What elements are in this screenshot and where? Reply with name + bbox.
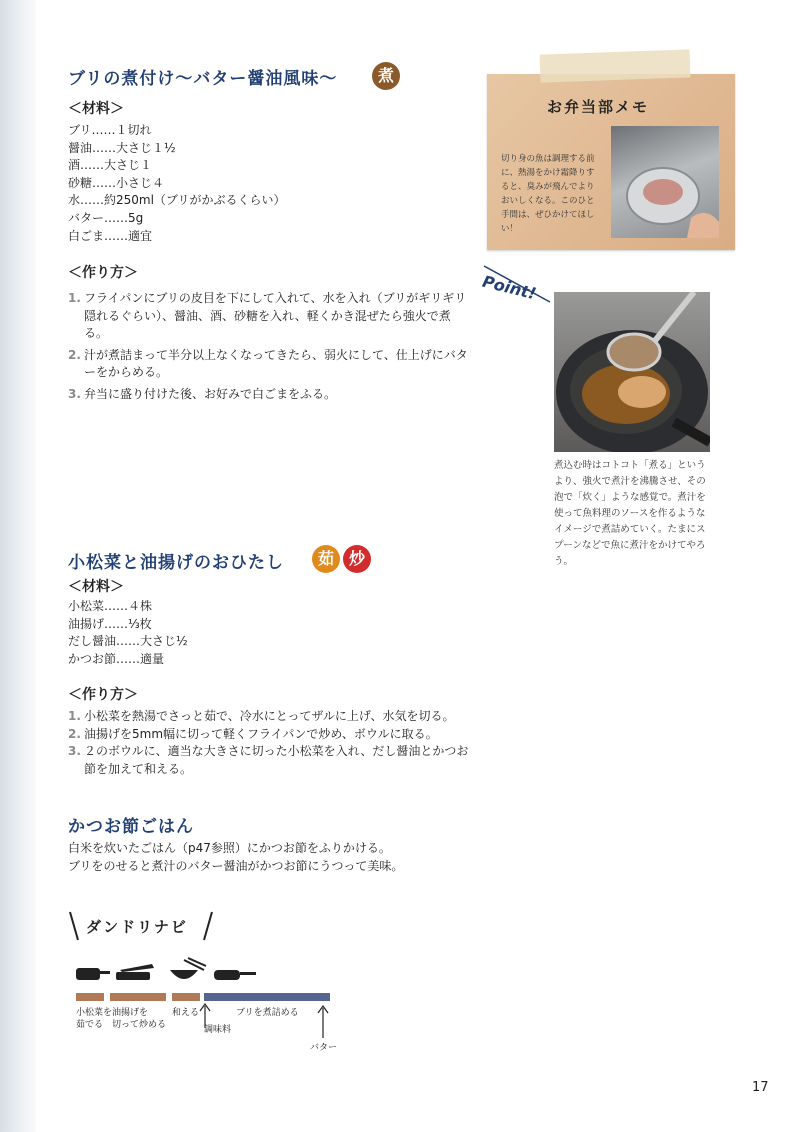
recipe2-ingredients-heading: ＜材料＞ <box>68 579 124 595</box>
label-butter: バター <box>310 1043 338 1053</box>
point-label: Point! <box>480 271 539 304</box>
step-number: 3. <box>68 744 81 759</box>
step-item <box>68 290 473 343</box>
label-chomiryo: 調味料 <box>204 1025 232 1035</box>
step-number: 2. <box>68 347 81 362</box>
recipe1-method-heading: ＜作り方＞ <box>68 265 138 281</box>
step-number: 1. <box>68 291 81 305</box>
timeline-bar-aburaage <box>110 993 166 1001</box>
label-komatsuna <box>76 1007 112 1031</box>
step-text: ２のボウルに、適当な大きさに切った小松菜を入れ、だし醤油とかつお節を加えて和える。 <box>84 744 469 776</box>
timeline-bar-aeru <box>172 993 200 1001</box>
ingredient-item: ブリ……１切れ <box>68 123 152 137</box>
label-line: 油揚げを <box>112 1008 149 1018</box>
bowl-with-fish-icon <box>611 126 719 238</box>
simmer-stamp-icon: 煮 <box>372 62 400 90</box>
masking-tape <box>540 49 691 82</box>
recipe2-method-heading: ＜作り方＞ <box>68 687 138 703</box>
step-text: 油揚げを5mm幅に切って軽くフライパンで炒め、ボウルに取る。 <box>84 726 438 741</box>
recipe2-title: 小松菜と油揚げのおひたし <box>68 553 284 573</box>
recipe1-steps <box>68 290 473 404</box>
timeline-bar-komatsuna <box>76 993 104 1001</box>
point-arrow-icon <box>480 262 560 312</box>
step-item <box>68 708 473 726</box>
step-item <box>68 743 473 778</box>
label-buri: ブリを煮詰める <box>236 1008 299 1018</box>
step-number: 2. <box>68 726 81 741</box>
small-pan-icon <box>76 968 110 980</box>
recipe2-ingredients-list <box>68 598 188 668</box>
step-item <box>68 347 473 382</box>
recipe3-title: かつお節ごはん <box>68 817 194 837</box>
butter-arrow-icon <box>316 1004 330 1040</box>
ingredient-item: かつお節……適量 <box>68 651 165 666</box>
page-binding-shadow <box>0 0 36 1132</box>
step-item <box>68 726 473 744</box>
ingredient-item: 砂糖……小さじ４ <box>68 175 165 190</box>
step-text: フライパンにブリの皮目を下にして入れて、水を入れ（ブリがギリギリ隠れるぐらい）、醤油、酒、砂糖を入れ、軽くかき混ぜたら強火で煮る。 <box>84 291 467 341</box>
ingredient-item: 酒……大さじ１ <box>68 158 153 173</box>
timeline-bar-buri <box>204 993 330 1001</box>
point-caption: 煮込む時はコトコト「煮る」というより、強火で煮汁を沸騰させ、その泡で「炊く」ような感覚で。煮汁を使って魚料理のソースを作るようなイメージで煮詰めていく。たまにスプーンなどで魚に煮汁をかけてやろう。 <box>554 460 706 567</box>
recipe3-text <box>68 840 403 875</box>
step-text: 汁が煮詰まって半分以上なくなってきたら、弱火にして、仕上げにバターをからめる。 <box>84 347 468 380</box>
blanching-fish-photo <box>611 126 719 238</box>
simmering-pan-photo <box>554 292 710 452</box>
label-line: 小松菜を <box>76 1008 113 1018</box>
recipe1-ingredients-list <box>68 122 285 245</box>
bento-memo-card <box>487 74 735 250</box>
step-text: 小松菜を熱湯でさっと茹で、冷水にとってザルに上げ、水気を切る。 <box>84 709 455 723</box>
recipe1-ingredients-heading: ＜材料＞ <box>68 101 124 117</box>
ingredient-item: 醤油……大さじ１½ <box>68 140 176 155</box>
label-line: 切って炒める <box>112 1020 167 1030</box>
frying-pan-icon <box>214 970 256 980</box>
ingredient-item: 白ごま……適宜 <box>68 228 153 243</box>
page-number: 17 <box>752 1080 769 1095</box>
recipe1-title: ブリの煮付け～バター醤油風味～ <box>68 69 338 89</box>
ingredient-item: バター……5g <box>68 210 144 225</box>
cookware-icons <box>72 956 262 986</box>
stir-fry-stamp-icon: 炒 <box>343 545 371 573</box>
step-number: 3. <box>68 386 81 401</box>
boil-stamp-icon: 茹 <box>312 545 340 573</box>
ingredient-item: 油揚げ……⅓枚 <box>68 616 152 631</box>
step-text: 弁当に盛り付けた後、お好みで白ごまをふる。 <box>84 386 337 401</box>
ingredient-item: 小松菜……４株 <box>68 599 153 613</box>
bowl-with-chopsticks-icon <box>170 958 206 979</box>
pan-with-ladle-icon <box>554 292 710 452</box>
recipe3-line: ブリをのせると煮汁のバター醤油がかつお節にうつって美味。 <box>68 858 404 873</box>
knife-on-board-icon <box>116 964 154 980</box>
ingredient-item: 水……約250ml（ブリがかぶるくらい） <box>68 193 286 208</box>
memo-text: 切り身の魚は調理する前に、熱湯をかけ霜降りすると、臭みが飛んでよりおいしくなる。このひと手間は、ぜひかけてほしい！ <box>501 154 595 234</box>
label-line: 茹でる <box>76 1020 104 1030</box>
memo-title: お弁当部メモ <box>547 98 650 116</box>
step-item <box>68 386 473 404</box>
label-aeru: 和える <box>172 1008 200 1018</box>
ingredient-item: だし醤油……大さじ½ <box>68 634 188 649</box>
recipe3-line: 白米を炊いたごはん（p47参照）にかつお節をふりかける。 <box>68 841 391 855</box>
label-aburaage <box>112 1007 166 1031</box>
recipe2-steps <box>68 708 473 778</box>
navi-title: ダンドリナビ <box>86 918 188 936</box>
step-number: 1. <box>68 709 81 723</box>
